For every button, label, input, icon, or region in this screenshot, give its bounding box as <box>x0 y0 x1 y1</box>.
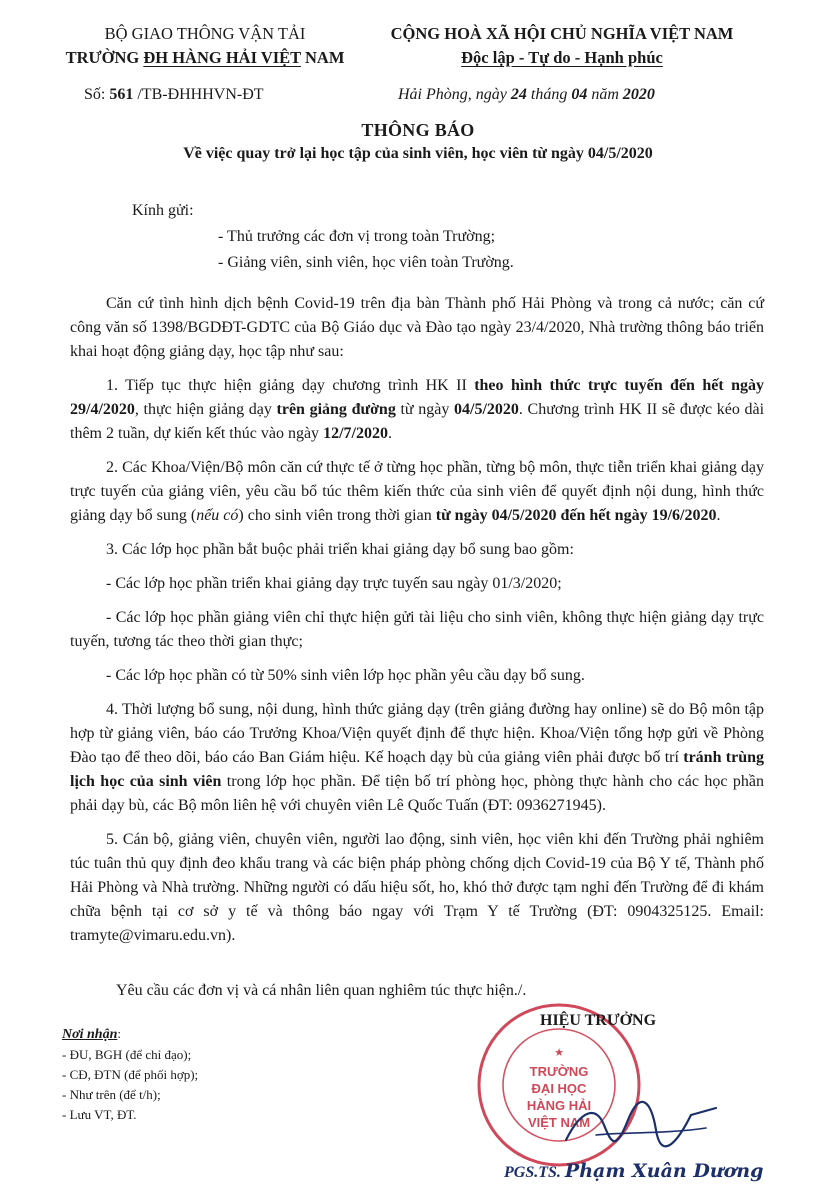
signer-name: PGS.TS. Phạm Xuân Dương <box>504 1160 764 1182</box>
country-name: CỘNG HOÀ XÃ HỘI CHỦ NGHĨA VIỆT NAM <box>390 24 734 43</box>
item-3: 3. Các lớp học phần bắt buộc phải triển khai giảng dạy bổ sung bao gồm: <box>106 541 574 558</box>
document-date: Hải Phòng, ngày 24 tháng 04 năm 2020 <box>398 86 655 103</box>
recipients-list: Nơi nhận: - ĐU, BGH (để chỉ đạo); - CĐ, ĐTN (để phối hợp); - Như trên (để t/h); - Lưu VT, ĐT. <box>62 1024 198 1125</box>
document-title: THÔNG BÁO <box>361 120 475 140</box>
recipients-heading: Nơi nhận <box>62 1027 118 1042</box>
item-2: 2. Các Khoa/Viện/Bộ môn căn cứ thực tế ở từng học phần, từng bộ môn, thực tiễn triển khai giảng dạy trực tuyến của giảng viên, yêu cầu bổ túc thêm kiến thức của sinh viên để quyết định nội dung, hình thức giảng dạy bổ sung (nếu có) cho sinh viên trong thời gian từ ngày 04/5/2020 đến hết ngày 19/6/2020. <box>70 459 764 524</box>
item-3-bullet: - Các lớp học phần có từ 50% sinh viên lớp học phần yêu cầu dạy bổ sung. <box>106 667 585 684</box>
intro-paragraph: Căn cứ tình hình dịch bệnh Covid-19 trên địa bàn Thành phố Hải Phòng và trong cả nước; căn cứ công văn số 1398/BGDĐT-GDTC của Bộ Giáo dục và Đào tạo ngày 23/4/2020, Nhà trường thông báo triển khai hoạt động giảng dạy, học tập như sau: <box>70 295 764 360</box>
document-number: Số: 561 /TB-ĐHHHVN-ĐT <box>84 86 264 103</box>
seal-line: HÀNG HẢI <box>526 1098 592 1113</box>
item-5: 5. Cán bộ, giảng viên, chuyên viên, người lao động, sinh viên, học viên khi đến Trường phải nghiêm túc tuân thủ quy định đeo khẩu trang và các biện pháp phòng chống dịch Covid-19 của Bộ Y tế, Thành phố Hải Phòng và Nhà trường. Những người có dấu hiệu sốt, ho, khó thở được tạm nghỉ đến Trường để đi khám chữa bệnh tại cơ sở y tế và thông báo ngay với Trạm Y tế Trường (ĐT: 0904325125. Email: tramyte@vimaru.edu.vn). <box>70 831 764 944</box>
school-name: TRƯỜNG ĐH HÀNG HẢI VIỆT NAM <box>65 48 345 67</box>
signer-title: HIỆU TRƯỞNG <box>540 1012 657 1029</box>
handwritten-signature <box>556 1090 726 1160</box>
recipient-item: - Lưu VT, ĐT. <box>62 1107 137 1122</box>
national-motto: Độc lập - Tự do - Hạnh phúc <box>461 48 663 67</box>
closing-line: Yêu cầu các đơn vị và cá nhân liên quan nghiêm túc thực hiện./. <box>116 982 527 999</box>
ministry-name: BỘ GIAO THÔNG VẬN TẢI <box>104 24 306 43</box>
seal-line: VIỆT NAM <box>527 1115 591 1130</box>
national-header <box>362 22 762 70</box>
recipient-item: - Như trên (để t/h); <box>62 1087 161 1102</box>
document-subtitle: Về việc quay trở lại học tập của sinh viên, học viên từ ngày 04/5/2020 <box>183 145 653 162</box>
document-body <box>70 292 764 958</box>
greeting: Kính gửi: <box>132 202 194 219</box>
item-4: 4. Thời lượng bổ sung, nội dung, hình thức giảng dạy (trên giảng đường hay online) sẽ do Bộ môn tập hợp từ giảng viên, báo cáo Trưởng Khoa/Viện quyết định để thực hiện. Khoa/Viện tổng hợp gửi về Phòng Đào tạo để theo dõi, báo cáo Ban Giám hiệu. Kế hoạch dạy bù của giảng viên phải được bố trí tránh trùng lịch học của sinh viên trong lớp học phần. Để tiện bố trí phòng học, phòng thực hành cho các học phần phải dạy bù, các Bộ môn liên hệ với chuyên viên Lê Quốc Tuấn (ĐT: 0936271945). <box>70 701 764 814</box>
seal-line: ĐẠI HỌC <box>531 1081 587 1096</box>
seal-line: TRƯỜNG <box>529 1064 589 1079</box>
svg-text:★: ★ <box>554 1047 564 1059</box>
recipient-line: - Giảng viên, sinh viên, học viên toàn Trường. <box>218 254 514 271</box>
recipient-item: - ĐU, BGH (để chỉ đạo); <box>62 1047 192 1062</box>
issuer-block <box>40 22 370 70</box>
item-3-bullet: - Các lớp học phần giảng viên chỉ thực hiện gửi tài liệu cho sinh viên, không thực hiện giảng dạy trực tuyến, tương tác theo thời gian thực; <box>70 609 764 650</box>
item-3-bullet: - Các lớp học phần triển khai giảng dạy trực tuyến sau ngày 01/3/2020; <box>106 575 562 592</box>
recipient-item: - CĐ, ĐTN (để phối hợp); <box>62 1067 199 1082</box>
recipient-line: - Thủ trưởng các đơn vị trong toàn Trường; <box>218 228 496 245</box>
item-1: 1. Tiếp tục thực hiện giảng dạy chương trình HK II theo hình thức trực tuyến đến hết ngày 29/4/2020, thực hiện giảng dạy trên giảng đường từ ngày 04/5/2020. Chương trình HK II sẽ được kéo dài thêm 2 tuần, dự kiến kết thúc vào ngày 12/7/2020. <box>70 377 765 442</box>
